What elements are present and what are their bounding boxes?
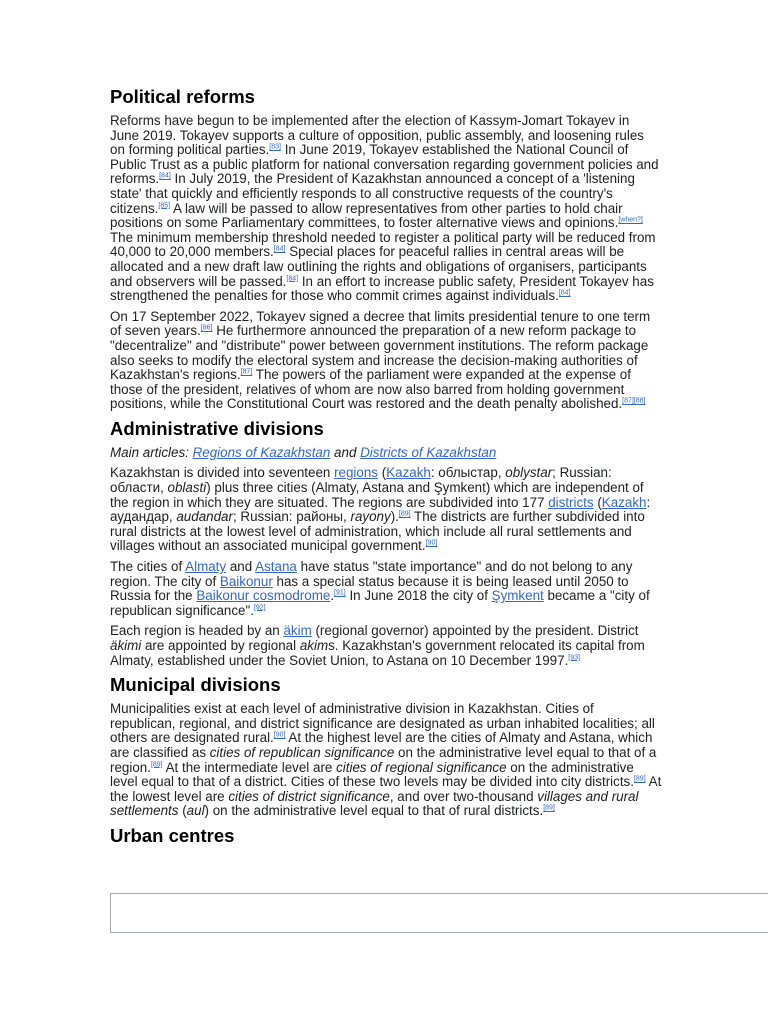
text: Municipalities exist at each level of administrative division in Kazakhstan. Cities of republican, regional, and district significance are designated as urban inhabited localities; all others are designated rural. <box>110 701 655 746</box>
main-articles-hatnote <box>110 446 662 461</box>
text: ( <box>178 803 187 819</box>
paragraph-political-reforms-1 <box>110 114 662 304</box>
italic-text: cities of regional significance <box>336 759 507 775</box>
citation-link[interactable]: [84] <box>286 275 299 283</box>
citation-link[interactable]: [84] <box>159 172 171 180</box>
citation-link[interactable]: [89] <box>398 510 411 518</box>
text: Reforms have begun to be implemented after the election of Kassym-Jomart Tokayev in June 2019. Tokayev supports a culture of opposition, public assembly, and loosening rules on forming political parties. <box>110 113 644 158</box>
text: on the administrative level equal to that of a district. Cities of these two levels may be divided into city districts. <box>110 759 634 790</box>
italic-text: rayony <box>350 509 391 525</box>
citation-link[interactable]: [89] <box>150 761 163 769</box>
when-tag-link[interactable]: [when?] <box>618 216 643 224</box>
text: The powers of the parliament were expanded at the expense of those of the president, relatives of whom are now also barred from holding government positions, while the Constitutional Court was restored and the death penalty abolished. <box>110 367 631 412</box>
text: s. Kazakhstan's government relocated its capital from Almaty, established under the Soviet Union, to Astana on 10 December 1997. <box>110 638 645 668</box>
text: : облыстар, <box>430 465 506 481</box>
citation-link[interactable]: [93] <box>568 654 580 662</box>
citation-link[interactable]: [89] <box>633 775 646 783</box>
urban-centres-table <box>110 893 768 933</box>
text: ( <box>593 494 602 510</box>
symkent-link[interactable]: Şymkent <box>491 588 544 604</box>
text: : аудандар, <box>110 494 651 525</box>
text: In June 2019, Tokayev established the National Council of Public Trust as a public platform for national conversation regarding government policies and reforms. <box>110 142 659 187</box>
citation-link[interactable]: [92] <box>253 604 266 612</box>
italic-text: cities of district significance <box>228 788 390 804</box>
text: In July 2019, the President of Kazakhstan announced a concept of a 'listening state' that quickly and efficiently responds to all constructive requests of the country's citizens. <box>110 171 635 216</box>
hatnote-and: and <box>330 444 361 460</box>
text: . <box>330 588 335 604</box>
citation-link[interactable]: [86] <box>200 324 213 332</box>
text: The minimum membership threshold needed to register a political party will be reduced from 40,000 to 20,000 members. <box>110 229 656 260</box>
italic-text: akim <box>299 638 329 653</box>
text: ) on the administrative level equal to that of rural districts. <box>204 803 544 819</box>
kazakh-language-link[interactable]: Kazakh <box>601 494 647 510</box>
italic-text: audandar <box>176 509 233 525</box>
regions-link[interactable]: regions <box>334 465 378 481</box>
text: On 17 September 2022, Tokayev signed a decree that limits presidential tenure to one term of seven years. <box>110 308 651 339</box>
districts-link[interactable]: districts <box>548 494 594 510</box>
text: At the highest level are the cities of Almaty and Astana, which are classified as <box>110 730 653 760</box>
text: , and over two-thousand <box>389 788 538 804</box>
kazakh-language-link[interactable]: Kazakh <box>386 465 431 481</box>
italic-text: villages and rural settlements <box>110 788 639 819</box>
text: became a "city of republican significance". <box>110 588 650 618</box>
hatnote-prefix: Main articles: <box>110 444 193 460</box>
astana-link[interactable]: Astana <box>255 559 297 575</box>
text: ; Russian: районы, <box>232 509 351 525</box>
citation-link[interactable]: [89] <box>543 804 555 812</box>
citation-link[interactable]: [84] <box>273 245 286 253</box>
citation-link[interactable]: [85] <box>158 202 171 210</box>
citation-link[interactable]: [90] <box>425 539 438 547</box>
italic-text: aul <box>186 803 205 819</box>
baikonur-link[interactable]: Baikonur <box>219 573 273 589</box>
text: At the intermediate level are <box>162 759 337 775</box>
text: In June 2018 the city of <box>345 588 492 604</box>
paragraph-political-reforms-2 <box>110 310 662 412</box>
districts-of-kazakhstan-link[interactable]: Districts of Kazakhstan <box>360 444 497 460</box>
baikonur-cosmodrome-link[interactable]: Baikonur cosmodrome <box>196 588 331 604</box>
paragraph-municipal-divisions <box>110 702 662 819</box>
citation-link[interactable]: [90] <box>273 731 286 739</box>
text: In an effort to increase public safety, President Tokayev has strengthened the penalties for those who commit crimes against individuals. <box>110 273 654 304</box>
text: The districts are further subdivided into rural districts at the lowest level of administration, which include all rural settlements and villages without an associated municipal government. <box>110 509 645 554</box>
italic-text: oblasti <box>167 480 207 496</box>
text: have status "state importance" and do not belong to any region. The city of <box>110 559 633 589</box>
text: ( <box>378 465 387 481</box>
text: ; Russian: области, <box>110 465 612 496</box>
text: ) plus three cities (Almaty, Astana and Şymkent) which are independent of the region in which they are situated. The regions are subdivided into 177 <box>110 480 644 510</box>
section-heading-political-reforms: Political reforms <box>110 86 255 107</box>
section-heading-urban-centres: Urban centres <box>110 824 235 846</box>
italic-text: oblystar <box>505 465 553 481</box>
paragraph-administrative-divisions-3 <box>110 624 662 668</box>
text: has a special status because it is being leased until 2050 to Russia for the <box>110 573 629 604</box>
akim-link[interactable]: äkim <box>283 623 312 639</box>
section-heading-administrative-divisions: Administrative divisions <box>110 417 324 439</box>
text: He furthermore announced the preparation of a new reform package to "decentralize" and "distribute" power between government institutions. The reform package also seeks to modify the electoral system and increase the decision-making authorities of Kazakhstan's regions. <box>110 323 649 383</box>
text: are appointed by regional <box>141 638 300 653</box>
citation-link[interactable]: [87] <box>240 368 253 376</box>
citation-link[interactable]: [91] <box>334 589 346 597</box>
citation-link[interactable]: [83] <box>269 143 281 151</box>
text: The cities of <box>110 559 186 575</box>
article-content <box>110 86 662 853</box>
citation-link[interactable]: [87][88] <box>622 397 646 405</box>
text: Each region is headed by an <box>110 623 284 639</box>
text: At the lowest level are <box>110 774 662 804</box>
citation-link[interactable]: [84] <box>558 289 571 297</box>
almaty-link[interactable]: Almaty <box>185 559 227 575</box>
text: on the administrative level equal to that of a region. <box>110 744 657 775</box>
regions-of-kazakhstan-link[interactable]: Regions of Kazakhstan <box>192 444 331 460</box>
italic-text: cities of republican significance <box>209 744 395 760</box>
text: Special places for peaceful rallies in central areas will be allocated and a new draft law outlining the rights and obligations of organisers, participants and observers will be passed. <box>110 244 647 289</box>
paragraph-administrative-divisions-1 <box>110 466 662 554</box>
paragraph-administrative-divisions-2 <box>110 560 662 618</box>
text: Kazakhstan is divided into seventeen <box>110 465 335 481</box>
text: A law will be passed to allow representatives from other parties to hold chair positions on some Parliamentary committees, to foster alternative views and opinions. <box>110 200 623 231</box>
italic-text: äkimi <box>110 638 142 653</box>
text: ). <box>390 509 399 525</box>
text: (regional governor) appointed by the president. District <box>311 623 639 639</box>
section-heading-municipal-divisions: Municipal divisions <box>110 674 281 696</box>
text: and <box>226 559 256 575</box>
